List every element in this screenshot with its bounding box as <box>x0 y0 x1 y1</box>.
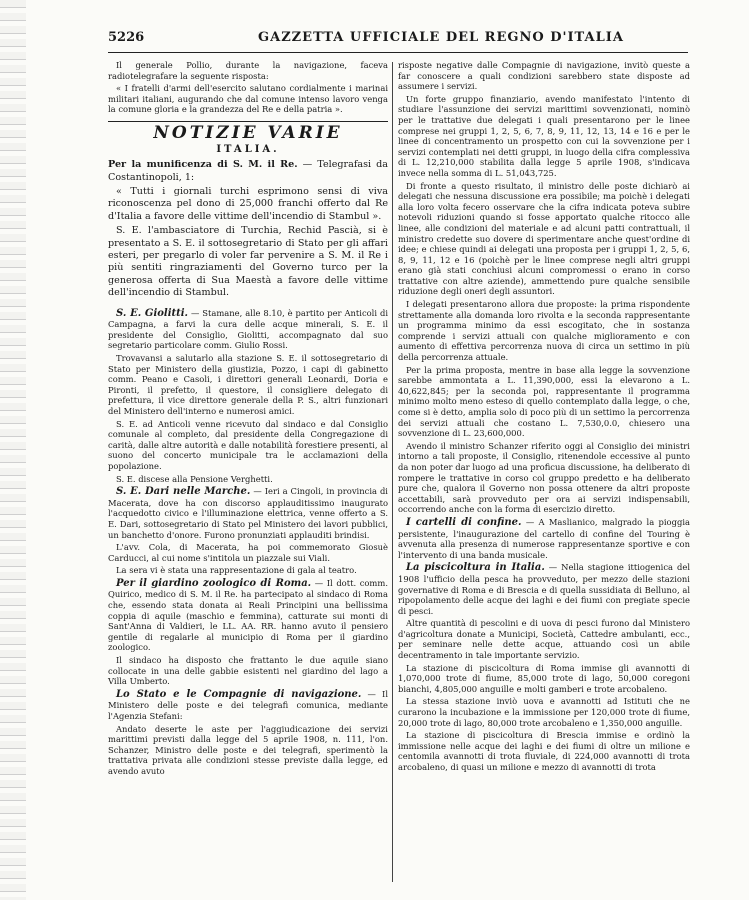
paragraph: I delegati presentarono allora due proposte: la prima rispondente strettamente alla domanda loro rivolta e la seconda rappresentante un programma minimo da essi escogitato, che in sostanza comprende i servizi attuali con qualche miglioramento e con aumento di effettiva percorrenza nuova di circa un settimo in più della percorrenza attuale. <box>398 299 690 363</box>
paragraph: Avendo il ministro Schanzer riferito oggi al Consiglio dei ministri intorno a tali proposte, il Consiglio, ritenendole eccessive al punto da non poter dar luogo ad una proficua discussione, ha deliberato di rompere le trattative in corso col gruppo predetto e ha deliberato pure che, qualora il Governo non possa ottenere da altri proposte accettabili, sarà provveduto per ora ai servizi indispensabili, occorrendo anche con la forma di esercizio diretto. <box>398 440 690 515</box>
paragraph: La stazione di piscicoltura di Roma immise gli avannotti di 1,070,000 trote di fiume, 85,000 trote di lago, 50,000 coregoni bianchi, 4,805,000 anguille e molti gamberi e trote arcobaleno. <box>398 662 690 694</box>
subsection-title: ITALIA. <box>216 143 280 155</box>
article-munificenza: Per la munificenza di S. M. il Re. — Telegrafasi da Costantinopoli, 1: <box>108 159 389 183</box>
page-binding-edge <box>0 0 26 900</box>
paragraph: S. E. discese alla Pensione Verghetti. <box>116 473 273 484</box>
page-number: 5226 <box>108 30 145 45</box>
paragraph: Andato deserte le aste per l'aggiudicazione dei servizi marittimi previsti dalla legge del 5 aprile 1908, n. 111, l'on. Schanzer, Ministro delle poste e dei telegrafi, sperimentò la trattativa privata alle condizioni stesse previste dalla legge, ed avendo avuto <box>108 723 388 776</box>
paragraph: Altre quantità di pescolini e di uova di pesci furono dal Ministero d'agricoltura donate a Municipi, Società, Cattedre ambulanti, ecc., per seminare nelle dette acque, attuando così un abile decentramento in tale importante servizio. <box>398 618 690 661</box>
paragraph: Di fronte a questo risultato, il ministro delle poste dichiarò ai delegati che nessuna discussione era possibile; ma poichè i delegati alla loro volta fecero osservare che la cifra indicata poteva subire notevoli riduzioni quando si fosse apportato qualche ritocco alle linee, alle condizioni del materiale e ad alcuni patti contrattuali, il ministro credette suo dovere di sperimentare anche quest'ordine di idee; e chiese quindi ai delegati una proposta per i gruppi 1, 2, 5, 6, 8, 9, 11, 12 e 16 (poichè per le linee comprese negli altri gruppi erano già stati conchiusi alcuni compromessi o erano in corso trattative con altre aziende), ammettendo pure qualche sensibile riduzione degli oneri degli assuntori. <box>398 180 690 297</box>
paragraph: Per la prima proposta, mentre in base alla legge la sovvenzione sarebbe ammontata a L. 11,390,000, essi la elevarono a L. 40,622,845; per la seconda poi, rappresentante il programma minimo molto meno esteso di quello contemplato dalla legge, o che, come si è detto, amplia solo di poco più di un settimo la percorrenza dei servizi attuali che costano L. 7,530,0.0, chiesero una sovvenzione di L. 23,600,000. <box>398 364 690 439</box>
right-column <box>398 60 690 775</box>
paragraph: La stazione di piscicoltura di Brescia immise e ordinò la immissione nelle acque dei laghi e dei fiumi di oltre un milione e centomila avannotti di trota fluviale, di 224,000 avannotti di trota arcobaleno, di quasi un milione e mezzo di avannotti di trota <box>398 730 690 772</box>
article-giolitti: S. E. Giolitti. — Stamane, alle 8.10, è partito per Anticoli di Campagna, a farvi la cura delle acque minerali, S. E. il presidente del Consiglio, Giolitti, accompagnato dal suo segretario particolare comm. Giulio Rossi. <box>108 307 388 351</box>
article-heading: I cartelli di confine. <box>406 516 522 528</box>
article-heading: Per la munificenza di S. M. il Re. <box>108 159 298 171</box>
article-heading: Per il giardino zoologico di Roma. <box>116 577 312 589</box>
article-heading: Lo Stato e le Compagnie di navigazione. <box>116 688 362 700</box>
article-giardino: Per il giardino zoologico di Roma. — Il dott. comm. Quirico, medico di S. M. il Re. ha partecipato al sindaco di Roma che, essendo stata donata ai Reali Principini una bellissima coppia di aquile (maschio e femmina), catturate sui monti di Sant'Anna di Valdieri, le LL. AA. RR. hanno avuto il pensiero gentile di regalarle al municipio di Roma per il giardino zoologico. <box>108 577 388 653</box>
column-divider <box>392 62 393 882</box>
paragraph: S. E. ad Anticoli venne ricevuto dal sindaco e dal Consiglio comunale al completo, dal presidente della Congregazione di carità, dalle altre autorità e dalle notabilità forestiere presenti, al suono del concerto municipale tra le acclamazioni della popolazione. <box>108 418 388 471</box>
page-header <box>108 30 688 53</box>
paragraph: Trovavansi a salutarlo alla stazione S. E. il sottosegretario di Stato per Ministero della giustizia, Pozzo, i capi di gabinetto comm. Peano e Casoli, i direttori generali Leonardi, Doria e Pironti, il prefetto, il questore, il consigliere delegato di prefettura, il vice direttore generale della P. S., altri funzionari del Ministero dell'interno e numerosi amici. <box>108 353 388 416</box>
article-heading: S. E. Dari nelle Marche. <box>116 486 251 498</box>
left-column <box>108 60 388 779</box>
article-heading: S. E. Giolitti. <box>116 307 189 319</box>
article-dari: S. E. Dari nelle Marche. — Ieri a Cingoli, in provincia di Macerata, dove ha con discorso applauditissimo inaugurato l'acquedotto civico e l'illuminazione elettrica, venne offerto a S. E. Dari, sottosegretario di Stato pel Ministero dei lavori pubblici, un banchetto d'onore. Furono pronunziati applauditi brindisi. <box>108 486 388 540</box>
paragraph: L'avv. Cola, di Macerata, ha poi commemorato Giosuè Carducci, al cui nome s'intitola un piazzale sui Viali. <box>108 542 388 563</box>
paragraph: S. E. l'ambasciatore di Turchia, Rechid Pascià, si è presentato a S. E. il sottosegretario di Stato per gli affari esteri, per pregarlo di voler far pervenire a S. M. il Re i più sentiti ringraziamenti del Governo turco per la generosa offerta di Sua Maestà a favore delle vittime dell'incendio di Stambul. <box>108 225 388 299</box>
paragraph: risposte negative dalle Compagnie di navigazione, invitò queste a far conoscere a quali condizioni sarebbero state disposte ad assumere i servizi. <box>398 60 690 92</box>
paragraph: « Tutti i giornali turchi esprimono sensi di viva riconoscenza pel dono di 25,000 franchi offerto dal Re d'Italia a favore delle vittime dell'incendio di Stambul ». <box>108 185 388 222</box>
article-heading: La piscicoltura in Italia. <box>406 562 545 574</box>
paragraph: Un forte gruppo finanziario, avendo manifestato l'intento di studiare l'assunzione dei servizi marittimi sovvenzionati, nominò per le trattative due delegati i quali presentarono per le linee comprese nei gruppi 1, 2, 5, 6, 7, 8, 9, 11, 12, 13, 14 e 16 e per le linee di concentramento un prospetto con cui la sovvenzione per i servizi contemplati nei detti gruppi, in luogo della cifra complessiva di L. 12,210,000 stabilita dalla legge 5 aprile 1908, s'indicava invece nella somma di L. 51,043,725. <box>398 93 690 178</box>
paragraph: La stessa stazione inviò uova e avannotti ad Istituti che ne curarono la incubazione e la immissione per 120,000 trote di fiume, 20,000 trote di lago, 80,000 trote arcobaleno e 1,350,000 anguille. <box>398 696 690 728</box>
paragraph: Il sindaco ha disposto che frattanto le due aquile siano collocate in una delle gabbie esistenti nel giardino del lago a Villa Umberto. <box>108 655 388 687</box>
paragraph: La sera vi è stata una rappresentazione di gala al teatro. <box>116 565 357 576</box>
article-stato: Lo Stato e le Compagnie di navigazione. — Il Ministero delle poste e dei telegrafi comunica, mediante l'Agenzia Stefani: <box>108 688 389 721</box>
paragraph: « I fratelli d'armi dell'esercito salutano cordialmente i marinai militari italiani, augurando che dal comune intenso lavoro venga la comune gloria e la grandezza del Re e della patria ». <box>108 83 388 115</box>
article-piscicoltura: La piscicoltura in Italia. — Nella stagione ittiogenica del 1908 l'ufficio della pesca ha provveduto, per mezzo delle stazioni governative di Roma e di Brescia e di quella sussidiata di Belluno, al ripopolamento delle acque dei laghi e dei fiumi con pregiate specie di pesci. <box>398 562 690 616</box>
article-cartelli: I cartelli di confine. — A Maslianico, malgrado la pioggia persistente, l'inaugurazione del cartello di confine del Touring è avvenuta alla presenza di numerose rappresentanze sportive e con l'intervento di una banda musicale. <box>398 516 690 560</box>
rule <box>108 121 388 122</box>
section-title: NOTIZIE VARIE <box>153 122 343 143</box>
newspaper-title: GAZZETTA UFFICIALE DEL REGNO D'ITALIA <box>258 30 624 45</box>
paragraph: Il generale Pollio, durante la navigazione, faceva radiotelegrafare la seguente risposta: <box>108 60 388 81</box>
